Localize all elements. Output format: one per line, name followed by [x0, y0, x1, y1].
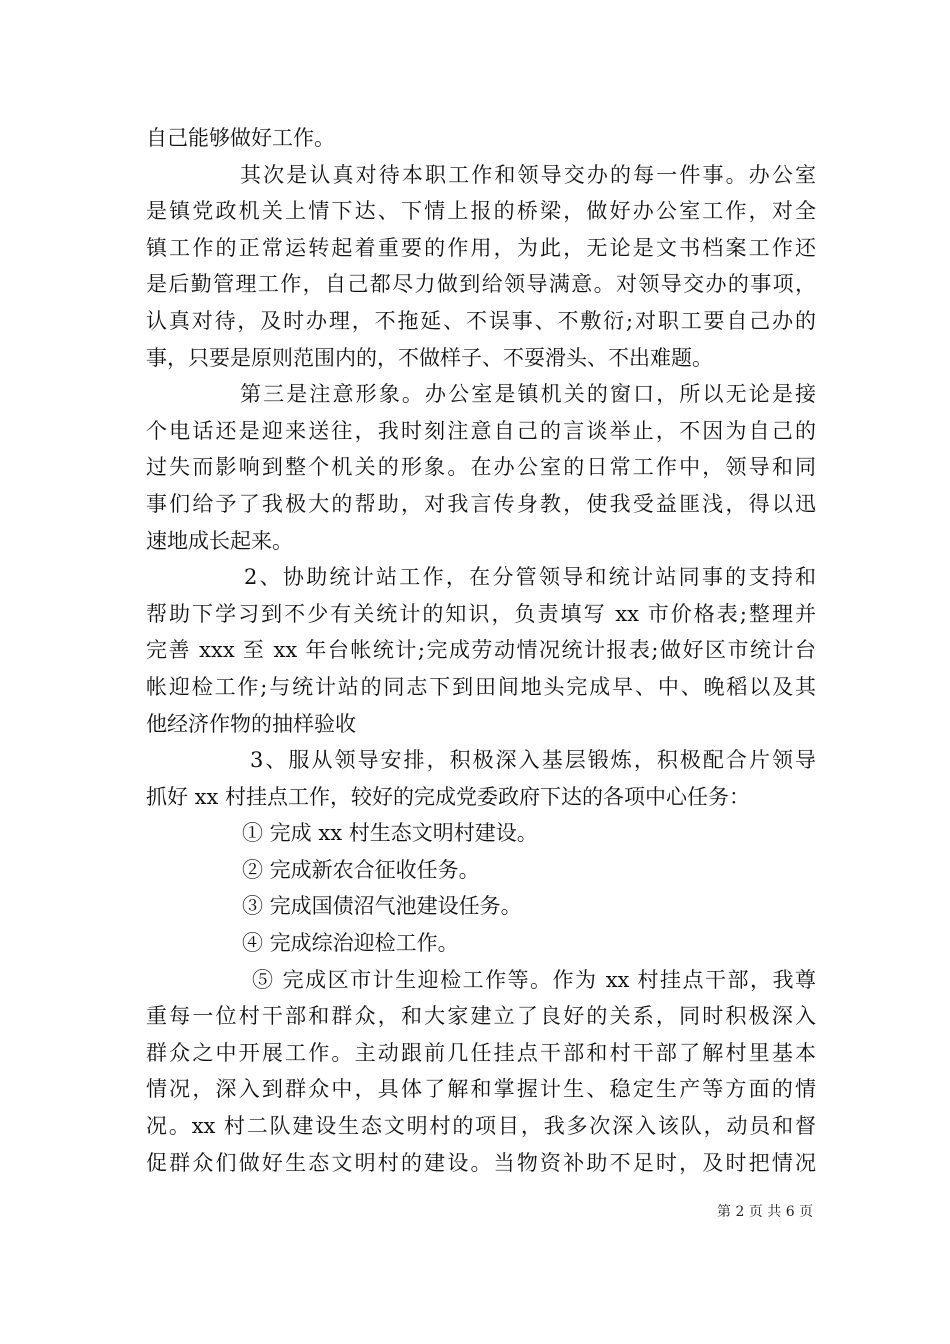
text-line: 镇工作的正常运转起着重要的作用，为此，无论是文书档案工作还 [146, 235, 816, 260]
paragraph-first-line: 3、服从领导安排，积极深入基层锻炼，积极配合片领导 [250, 748, 816, 773]
text-line: 促群众们做好生态文明村的建设。当物资补助不足时，及时把情况 [146, 1150, 816, 1175]
text-line: 速地成长起来。 [146, 528, 293, 553]
text-line: 个电话还是迎来送往，我时刻注意自己的言谈举止，不因为自己的 [146, 418, 816, 443]
text-line: 重每一位村干部和群众，和大家建立了良好的关系，同时积极深入 [146, 1004, 816, 1029]
text-line: 是镇党政机关上情下达、下情上报的桥梁，做好办公室工作，对全 [146, 199, 816, 224]
list-item: ⑤ 完成区市计生迎检工作等。作为 xx 村挂点干部，我尊 [252, 967, 816, 992]
document-body [146, 120, 816, 1181]
text-line: 帮助下学习到不少有关统计的知识，负责填写 xx 市价格表;整理并 [146, 601, 816, 626]
text-line: 是后勤管理工作，自己都尽力做到给领导满意。对领导交办的事项， [146, 272, 816, 297]
text-line: 抓好 xx 村挂点工作，较好的完成党委政府下达的各项中心任务： [146, 784, 751, 809]
page-number: 第 2 页 共 6 页 [717, 1204, 814, 1220]
list-item: ① 完成 xx 村生态文明村建设。 [242, 821, 538, 846]
text-line: 他经济作物的抽样验收 [146, 711, 356, 736]
text-line: 事们给予了我极大的帮助，对我言传身教，使我受益匪浅，得以迅 [146, 491, 816, 516]
text-line: 群众之中开展工作。主动跟前几任挂点干部和村干部了解村里基本 [146, 1040, 816, 1065]
text-line: 过失而影响到整个机关的形象。在办公室的日常工作中，领导和同 [146, 455, 816, 480]
text-line: 自己能够做好工作。 [146, 126, 335, 150]
text-line: 帐迎检工作;与统计站的同志下到田间地头完成早、中、晚稻以及其 [146, 674, 816, 699]
text-line: 情况，深入到群众中，具体了解和掌握计生、稳定生产等方面的情 [146, 1077, 816, 1102]
text-line: 事，只要是原则范围内的，不做样子、不耍滑头、不出难题。 [146, 345, 713, 370]
list-item: ④ 完成综治迎检工作。 [242, 931, 459, 956]
paragraph-first-line: 其次是认真对待本职工作和领导交办的每一件事。办公室 [240, 162, 816, 187]
list-item: ② 完成新农合征收任务。 [242, 857, 480, 882]
text-line: 况。xx 村二队建设生态文明村的项目，我多次深入该队，动员和督 [146, 1114, 816, 1139]
text-line: 完善 xxx 至 xx 年台帐统计;完成劳动情况统计报表;做好区市统计台 [146, 638, 816, 663]
list-item: ③ 完成国债沼气池建设任务。 [242, 894, 522, 919]
text-line: 认真对待，及时办理，不拖延、不误事、不敷衍;对职工要自己办的 [146, 308, 816, 333]
paragraph-first-line: 2、协助统计站工作，在分管领导和统计站同事的支持和 [244, 565, 816, 590]
paragraph-first-line: 第三是注意形象。办公室是镇机关的窗口，所以无论是接 [240, 382, 816, 407]
